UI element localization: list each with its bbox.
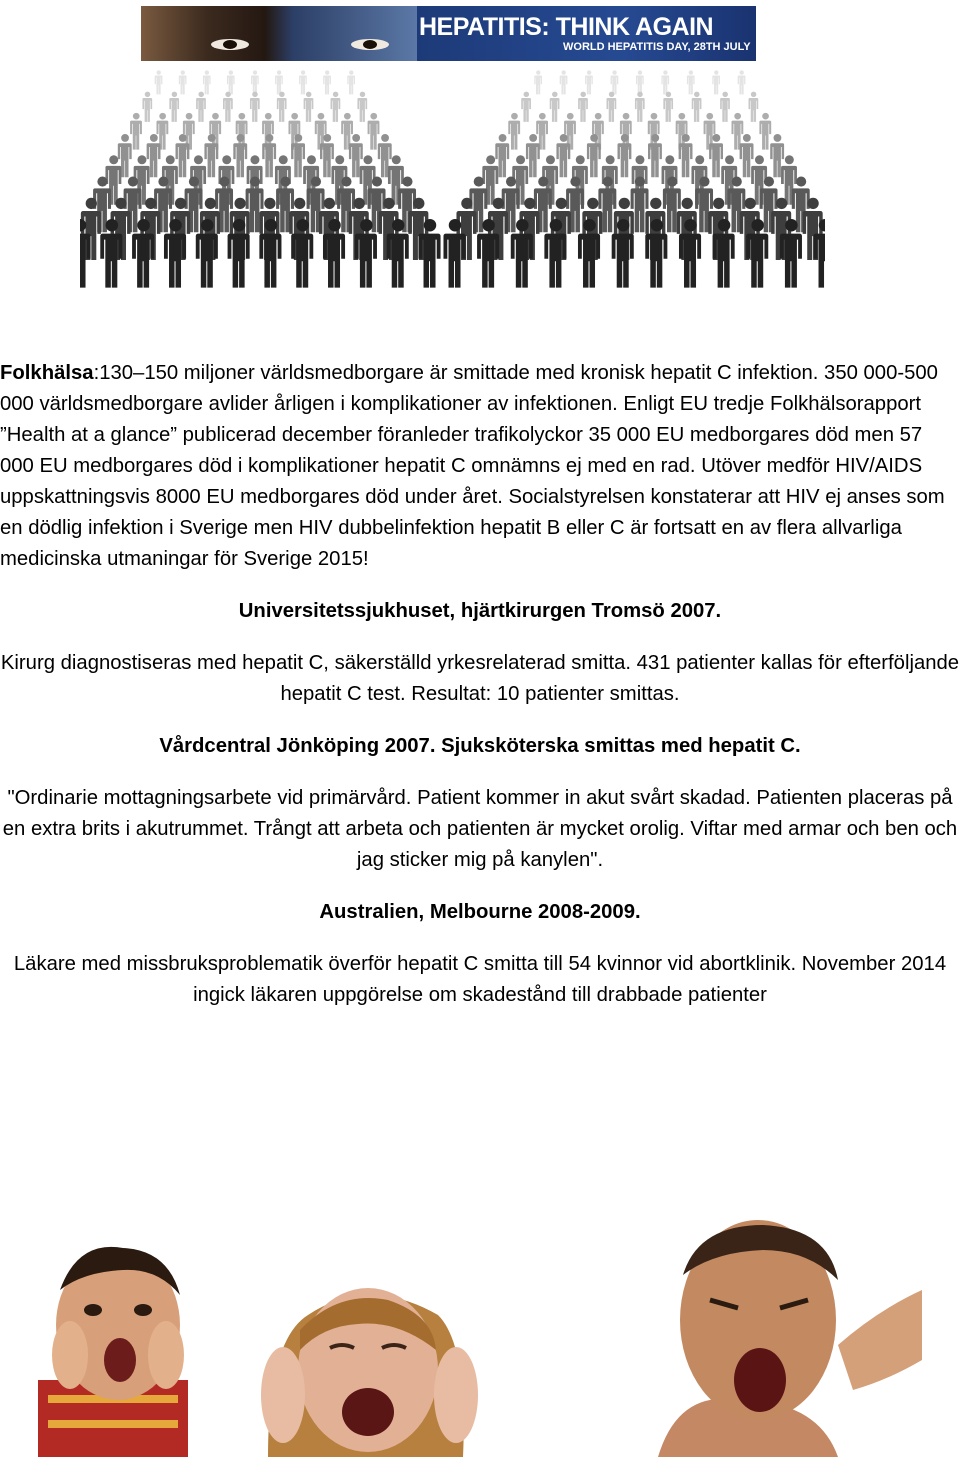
person-figure-icon: [277, 92, 287, 122]
person-figure-icon: [578, 92, 588, 122]
section-body-jonkoping: "Ordinarie mottagningsarbete vid primärvård. Patient kommer in akut svårt skadad. Patienten placeras på en extra brits i akutrummet. Trångt att arbeta och patienten är mycket orolig. Viftar med armar och ben och jag sticker mig på kanylen".: [2, 787, 958, 871]
person-figure-icon: [692, 92, 702, 122]
person-figure-icon: [227, 70, 235, 94]
person-figure-icon: [323, 70, 331, 94]
person-figure-icon: [607, 92, 617, 122]
intro-paragraph: [0, 358, 960, 575]
person-figure-icon: [331, 92, 341, 122]
person-figure-icon: [388, 155, 404, 204]
person-figure-icon: [155, 70, 163, 94]
intro-text: :130–150 miljoner världsmedborgare är smittade med kronisk hepatit C infektion. 350 000-500 000 världsmedborgare avlider årligen i komplikationer av infektionen. Enligt EU tredje Folkhälsorapport ”Health at a glance” publicerad december föranleder trafikolyckor 35 000 EU medborgares död men 57 000 EU medborgares död i komplikationer hepatit C omnämns ej med en rad. Utöver medför HIV/AIDS uppskattningsvis 8000 EU medborgares död under året. Socialstyrelsen konstaterar att HIV ej anses som en dödlig infektion i Sverige men HIV dubbelinfektion hepatit B eller C är fortsatt en av flera allvarliga medicinska utmaningar för Sverige 2015!: [0, 362, 945, 570]
section-body-melbourne: Läkare med missbruksproblematik överför hepatit C smitta till 54 kvinnor vid abortklinik. November 2014 ingick läkaren uppgörelse om skadestånd till drabbade patienter: [13, 953, 947, 1006]
screaming-woman-photo: [261, 1288, 478, 1457]
person-figure-icon: [275, 70, 283, 94]
person-figure-icon: [661, 70, 669, 94]
person-figure-icon: [663, 92, 673, 122]
person-figure-icon: [130, 113, 142, 150]
person-figure-icon: [687, 70, 695, 94]
person-figure-icon: [169, 92, 179, 122]
screaming-child-photo: [38, 1247, 188, 1457]
person-figure-icon: [196, 92, 206, 122]
person-figure-icon: [738, 70, 746, 94]
section-heading-melbourne: Australien, Melbourne 2008-2009.: [319, 901, 641, 923]
person-figure-icon: [347, 70, 355, 94]
person-figure-icon: [251, 70, 259, 94]
person-figure-icon: [585, 70, 593, 94]
person-figure-icon: [635, 92, 645, 122]
person-figure-icon: [105, 155, 121, 204]
banner-text-panel: [417, 6, 756, 61]
eye-icon: [211, 39, 249, 50]
person-figure-icon: [759, 113, 771, 150]
person-figure-icon: [299, 70, 307, 94]
person-figure-icon: [560, 70, 568, 94]
person-figure-icon: [357, 92, 367, 122]
banner-faces-photo: [141, 6, 417, 61]
person-figure-icon: [749, 92, 759, 122]
banner-title: HEPATITIS: THINK AGAIN: [419, 13, 714, 41]
eye-icon: [351, 39, 389, 50]
person-figure-icon: [223, 92, 233, 122]
person-figure-icon: [720, 92, 730, 122]
person-figure-icon: [262, 134, 276, 177]
screaming-man-photo: [658, 1220, 922, 1457]
person-figure-icon: [179, 70, 187, 94]
people-crowd-icon: [80, 62, 825, 294]
person-figure-icon: [368, 113, 380, 150]
screaming-faces-photo: [38, 1220, 922, 1457]
person-figure-icon: [142, 92, 152, 122]
intro-lead: Folkhälsa: [0, 362, 94, 384]
banner-subtitle: WORLD HEPATITIS DAY, 28TH JULY: [563, 41, 751, 53]
person-figure-icon: [611, 70, 619, 94]
person-figure-icon: [550, 92, 560, 122]
person-figure-icon: [648, 134, 662, 177]
section-heading-jonkoping: Vårdcentral Jönköping 2007. Sjuksköterska smittas med hepatit C.: [159, 735, 801, 757]
person-figure-icon: [508, 113, 520, 150]
hepatitis-banner: [141, 6, 756, 61]
person-figure-icon: [304, 92, 314, 122]
article-body: [0, 358, 960, 1011]
person-figure-icon: [618, 134, 632, 177]
section-body-tromso: Kirurg diagnostiseras med hepatit C, säkerställd yrkesrelaterad smitta. 431 patienter kallas för efterföljande hepatit C test. Resultat: 10 patienter smittas.: [0, 652, 960, 705]
person-figure-icon: [712, 70, 720, 94]
person-figure-icon: [250, 92, 260, 122]
person-figure-icon: [521, 92, 531, 122]
section-heading-tromso: Universitetssjukhuset, hjärtkirurgen Tromsö 2007.: [238, 600, 722, 622]
person-figure-icon: [203, 70, 211, 94]
person-figure-icon: [233, 134, 247, 177]
person-figure-icon: [534, 70, 542, 94]
person-figure-icon: [636, 70, 644, 94]
